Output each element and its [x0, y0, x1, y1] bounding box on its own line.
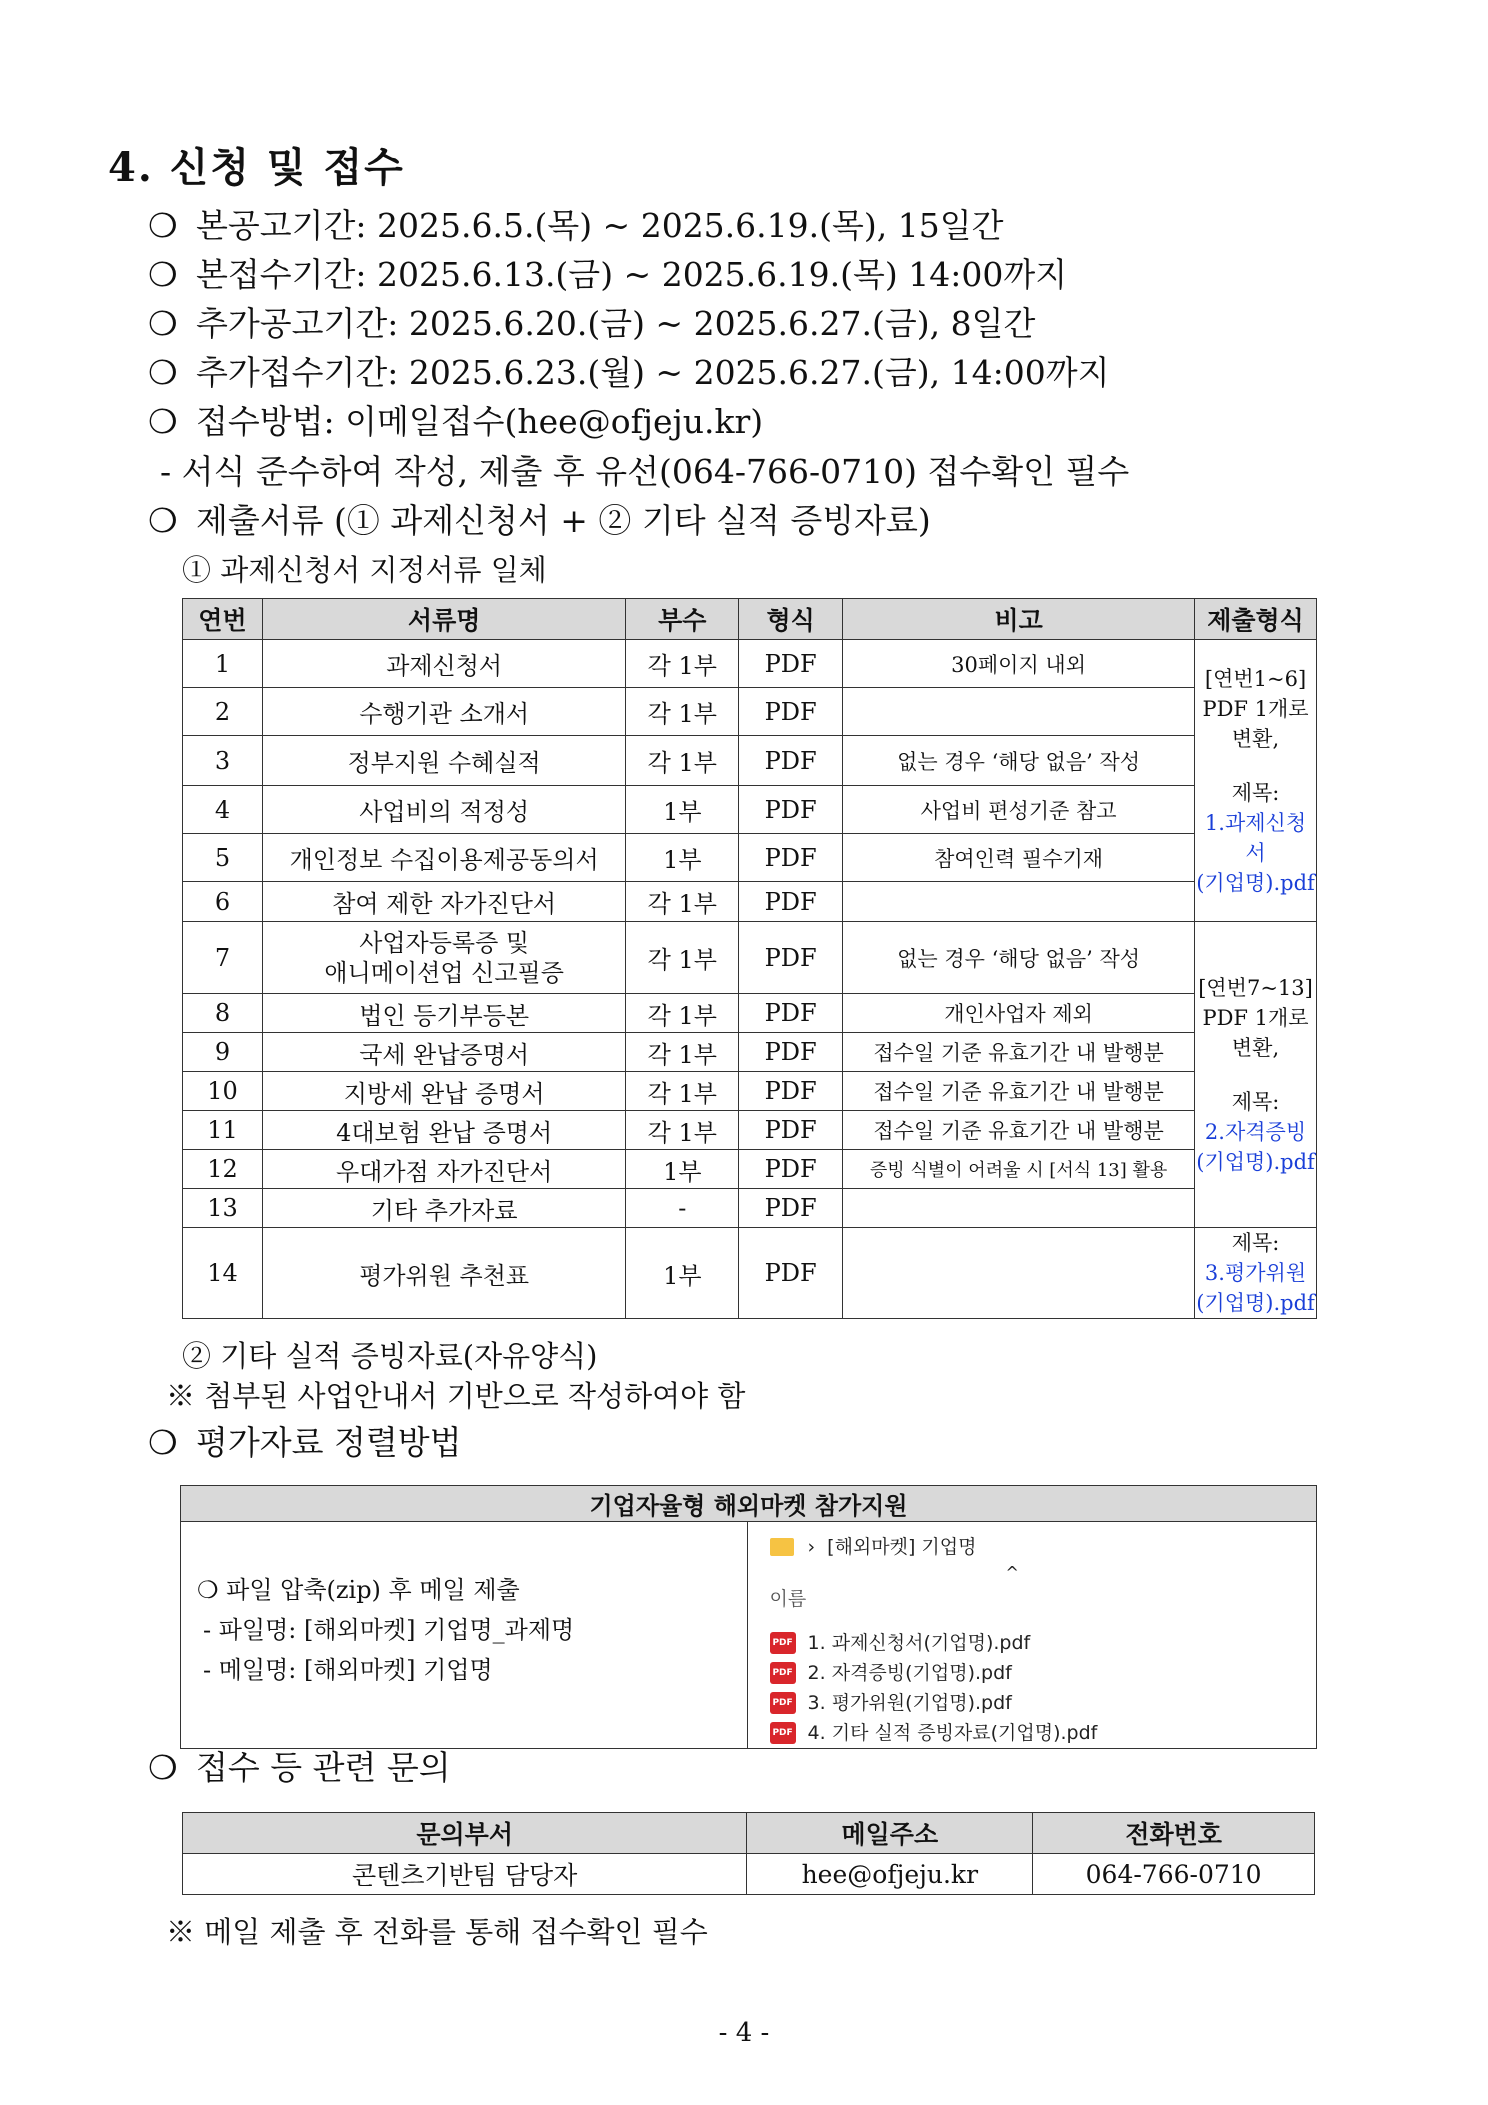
table-row: 6 참여 제한 자가진단서 각 1부 PDF — [183, 882, 1317, 922]
circle-bullet-icon: ❍ — [148, 255, 178, 294]
col-header: 연번 — [183, 599, 263, 640]
list-item[interactable]: PDF 2. 자격증빙(기업명).pdf — [770, 1658, 1316, 1688]
format-group-3: 제목: 3.평가위원 (기업명).pdf — [1195, 1228, 1317, 1319]
receipt-method-note: - 서식 준수하여 작성, 제출 후 유선(064-766-0710) 접수확인 필수 — [160, 452, 1130, 491]
pdf-file-icon: PDF — [770, 1722, 796, 1744]
inquiry-note: ※ 메일 제출 후 전화를 통해 접수확인 필수 — [166, 1915, 708, 1949]
list-item[interactable]: PDF 4. 기타 실적 증빙자료(기업명).pdf — [770, 1718, 1316, 1748]
sort-method-box — [180, 1485, 1317, 1749]
docs-sub-heading-2: ② 기타 실적 증빙자료(자유양식) — [182, 1339, 598, 1373]
col-header: 부수 — [626, 599, 739, 640]
page-number: - 4 - — [718, 2018, 770, 2048]
inquiry-table — [182, 1812, 1315, 1895]
phone-number: 064-766-0710 — [1033, 1854, 1315, 1895]
email-address: hee@ofjeju.kr — [747, 1854, 1033, 1895]
table-row: 8 법인 등기부등본 각 1부 PDF 개인사업자 제외 — [183, 994, 1317, 1033]
table-row: 9 국세 완납증명서 각 1부 PDF 접수일 기준 유효기간 내 발행분 — [183, 1033, 1317, 1072]
pdf-file-icon: PDF — [770, 1632, 796, 1654]
section-heading: 4. 신청 및 접수 — [108, 144, 405, 191]
table-header-row: 문의부서 메일주소 전화번호 — [183, 1813, 1315, 1854]
bullet-additional-notice: ❍ 추가공고기간: 2025.6.20.(금) ~ 2025.6.27.(금), 8일간 — [148, 304, 1036, 343]
col-header: 형식 — [739, 599, 843, 640]
folder-path: [해외마켓] 기업명 — [827, 1536, 977, 1558]
circle-bullet-icon: ❍ — [148, 353, 178, 392]
name-column-header: 이름 — [769, 1588, 807, 1610]
docs-note: ※ 첨부된 사업안내서 기반으로 작성하여야 함 — [166, 1379, 746, 1413]
format-group-1: [연번1~6] PDF 1개로 변환, 제목: 1.과제신청서 (기업명).pdf — [1195, 640, 1317, 922]
folder-icon — [770, 1538, 794, 1556]
table-row: 12 우대가점 자가진단서 1부 PDF 증빙 식별이 어려울 시 [서식 13] 활용 — [183, 1150, 1317, 1189]
table-row: 2 수행기관 소개서 각 1부 PDF — [183, 688, 1317, 736]
bullet-inquiry: ❍ 접수 등 관련 문의 — [148, 1748, 451, 1787]
table-row: 1 과제신청서 각 1부 PDF 30페이지 내외 [연번1~6] PDF 1개로 변환, 제목: 1.과제신청서 (기업명).pdf — [183, 640, 1317, 688]
table-row: 콘텐츠기반팀 담당자 hee@ofjeju.kr 064-766-0710 — [183, 1854, 1315, 1895]
bullet-sort-method: ❍ 평가자료 정렬방법 — [148, 1423, 462, 1462]
sort-box-title: 기업자율형 해외마켓 참가지원 — [181, 1486, 1317, 1522]
table-row: 10 지방세 완납 증명서 각 1부 PDF 접수일 기준 유효기간 내 발행분 — [183, 1072, 1317, 1111]
submission-docs-table — [182, 598, 1317, 1319]
table-row: 13 기타 추가자료 - PDF — [183, 1189, 1317, 1228]
file-explorer-preview — [747, 1522, 1316, 1749]
chevron-right-icon: › — [807, 1536, 816, 1558]
circle-bullet-icon: ❍ — [148, 304, 178, 343]
bullet-receipt-method: ❍ 접수방법: 이메일접수(hee@ofjeju.kr) — [148, 402, 764, 441]
circle-bullet-icon: ❍ — [148, 402, 178, 441]
table-row: 14 평가위원 추천표 1부 PDF 제목: 3.평가위원 (기업명).pdf — [183, 1228, 1317, 1319]
bullet-submission-docs: ❍ 제출서류 (① 과제신청서 + ② 기타 실적 증빙자료) — [148, 501, 931, 540]
table-row: 5 개인정보 수집이용제공동의서 1부 PDF 참여인력 필수기재 — [183, 834, 1317, 882]
list-item[interactable]: PDF 3. 평가위원(기업명).pdf — [770, 1688, 1316, 1718]
table-row: 3 정부지원 수혜실적 각 1부 PDF 없는 경우 ‘해당 없음’ 작성 — [183, 736, 1317, 786]
sort-caret-icon: ^ — [1005, 1563, 1019, 1582]
bullet-receipt-period: ❍ 본접수기간: 2025.6.13.(금) ~ 2025.6.19.(목) 14:00까지 — [148, 255, 1068, 294]
table-row: 11 4대보험 완납 증명서 각 1부 PDF 접수일 기준 유효기간 내 발행분 — [183, 1111, 1317, 1150]
col-header: 비고 — [843, 599, 1195, 640]
table-row: 4 사업비의 적정성 1부 PDF 사업비 편성기준 참고 — [183, 786, 1317, 834]
pdf-file-icon: PDF — [770, 1662, 796, 1684]
circle-bullet-icon: ❍ — [148, 501, 178, 540]
bullet-notice-period: ❍ 본공고기간: 2025.6.5.(목) ~ 2025.6.19.(목), 15일간 — [148, 206, 1004, 245]
format-group-2: [연번7~13] PDF 1개로 변환, 제목: 2.자격증빙 (기업명).pdf — [1195, 922, 1317, 1228]
circle-bullet-icon: ❍ — [148, 206, 178, 245]
circle-bullet-icon: ❍ — [148, 1748, 178, 1787]
docs-sub-heading-1: ① 과제신청서 지정서류 일체 — [182, 553, 547, 587]
col-header: 서류명 — [262, 599, 625, 640]
sort-instructions: ❍ 파일 압축(zip) 후 메일 제출 - 파일명: [해외마켓] 기업명_과제명 - 메일명: [해외마켓] 기업명 — [181, 1522, 748, 1749]
circle-bullet-icon: ❍ — [148, 1423, 178, 1462]
table-header-row — [183, 599, 1317, 640]
table-row: 7 사업자등록증 및 애니메이션업 신고필증 각 1부 PDF 없는 경우 ‘해당 없음’ 작성 [연번7~13] PDF 1개로 변환, 제목: 2.자격증빙 (기업명).pdf — [183, 922, 1317, 994]
pdf-file-icon: PDF — [770, 1692, 796, 1714]
list-item[interactable]: PDF 1. 과제신청서(기업명).pdf — [770, 1628, 1316, 1658]
col-header: 제출형식 — [1195, 599, 1317, 640]
bullet-additional-receipt: ❍ 추가접수기간: 2025.6.23.(월) ~ 2025.6.27.(금), 14:00까지 — [148, 353, 1110, 392]
